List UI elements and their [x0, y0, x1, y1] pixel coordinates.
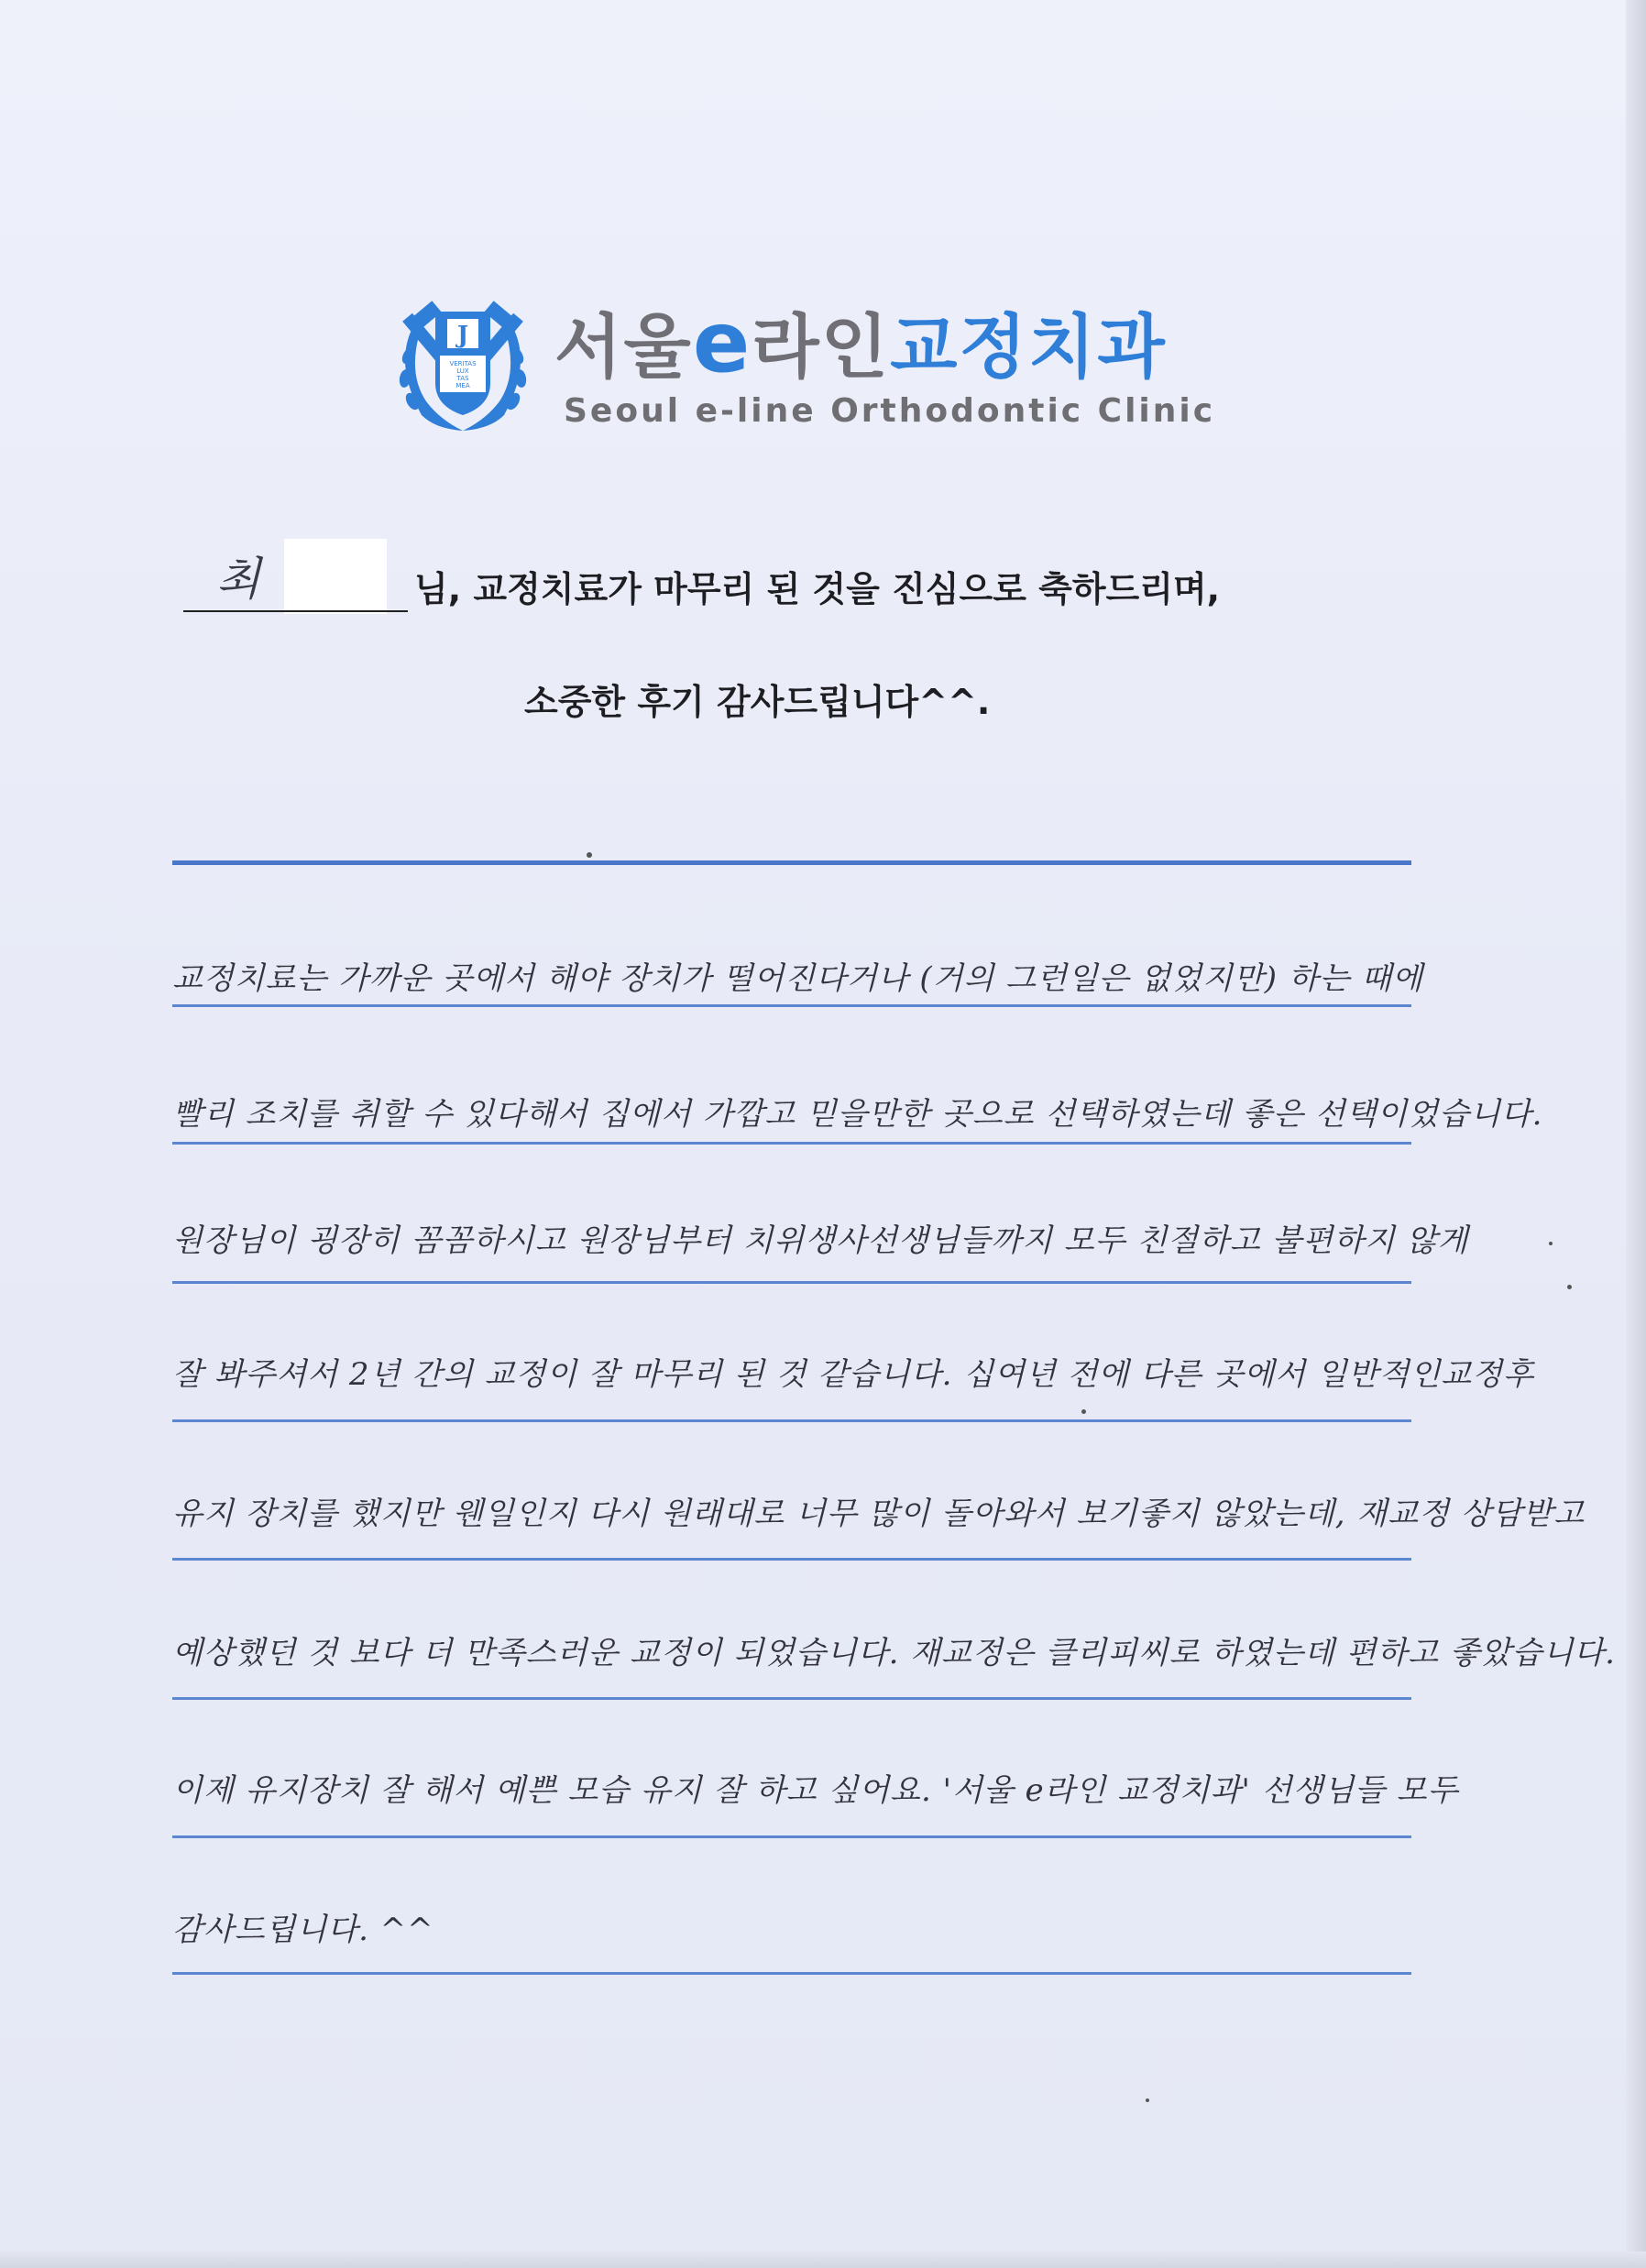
scan-speck — [587, 852, 592, 858]
greeting-line-2: 소중한 후기 감사드립니다^^. — [524, 682, 991, 722]
greeting-line-1 — [183, 539, 1466, 621]
logo-word-seoul: 서울 — [554, 306, 693, 388]
review-line-2: 빨리 조치를 취할 수 있다해서 집에서 가깝고 믿을만한 곳으로 선택하였는데 좋은 선택이었습니다. — [172, 1096, 1543, 1133]
logo-letter-e: e — [692, 293, 752, 391]
name-blank-underline — [183, 610, 408, 612]
svg-text:J: J — [456, 322, 469, 349]
emblem-text-lux: LUX — [456, 367, 469, 375]
logo-word-line: 라인 — [752, 306, 891, 388]
clinic-english-name: Seoul e-line Orthodontic Clinic — [564, 392, 1216, 430]
page-edge-shadow — [1626, 0, 1646, 2268]
ruled-line — [172, 1142, 1411, 1145]
ruled-line — [172, 1972, 1411, 1975]
letterhead — [385, 291, 1216, 438]
scan-speck — [1567, 1285, 1572, 1289]
review-line-8: 감사드립니다. ^^ — [172, 1912, 434, 1948]
ruled-line — [172, 1697, 1411, 1700]
scan-speck — [1146, 2098, 1149, 2102]
ruled-line — [172, 1558, 1411, 1561]
header-divider — [172, 860, 1411, 865]
page-bottom-edge — [0, 2252, 1646, 2268]
greeting-text-1: 님, 교정치료가 마무리 된 것을 진심으로 축하드리며, — [414, 569, 1221, 609]
emblem-text-veritas: VERITAS — [449, 360, 477, 367]
scan-speck — [1549, 1242, 1553, 1245]
emblem-text-mea: MEA — [455, 382, 470, 389]
ruled-line — [172, 1004, 1411, 1007]
ruled-line — [172, 1281, 1411, 1284]
clinic-name-logo — [554, 293, 1167, 391]
seoul-national-university-emblem-icon — [385, 291, 541, 438]
emblem-text-tas: TAS — [456, 375, 469, 382]
name-redaction-box — [284, 539, 387, 614]
review-line-7: 이제 유지장치 잘 해서 예쁜 모습 유지 잘 하고 싶어요. '서울 e라인 교정치과' 선생님들 모두 — [172, 1772, 1459, 1809]
review-line-1: 교정치료는 가까운 곳에서 해야 장치가 떨어진다거나 (거의 그런일은 없었지만) 하는 때에 — [172, 960, 1423, 997]
handwritten-surname: 최 — [216, 553, 261, 606]
ruled-line — [172, 1835, 1411, 1838]
scan-speck — [1081, 1409, 1086, 1414]
review-line-4: 잘 봐주셔서 2년 간의 교정이 잘 마무리 된 것 같습니다. 십여년 전에 다른 곳에서 일반적인교정후 — [172, 1356, 1534, 1393]
review-line-3: 원장님이 굉장히 꼼꼼하시고 원장님부터 치위생사선생님들까지 모두 친절하고 불편하지 않게 — [172, 1222, 1469, 1259]
review-line-6: 예상했던 것 보다 더 만족스러운 교정이 되었습니다. 재교정은 클리피씨로 하였는데 편하고 좋았습니다. — [172, 1635, 1616, 1671]
logo-word-orthodontics: 교정치과 — [890, 306, 1167, 388]
ruled-line — [172, 1419, 1411, 1422]
review-line-5: 유지 장치를 했지만 웬일인지 다시 원래대로 너무 많이 돌아와서 보기좋지 않았는데, 재교정 상담받고 — [172, 1496, 1586, 1532]
